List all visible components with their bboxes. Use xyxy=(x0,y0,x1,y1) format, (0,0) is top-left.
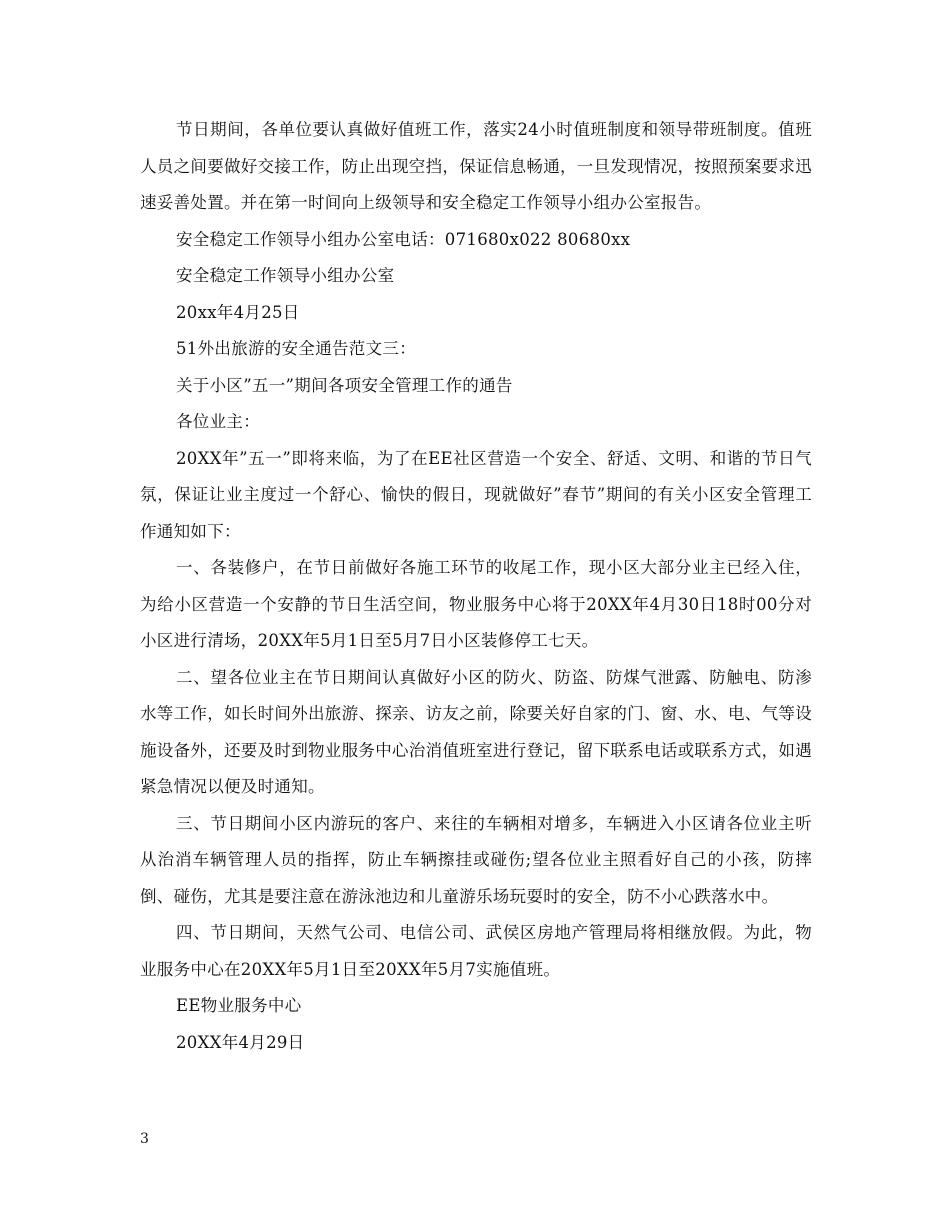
paragraph-date-1: 20xx年4月25日 xyxy=(176,302,300,322)
paragraph-intro: 20XX年”五一”即将来临，为了在EE社区营造一个安全、舒适、文明、和谐的节日气氛，保证让业主度过一个舒心、愉快的假日，现就做好”春节”期间的有关小区安全管理工作通知如下： xyxy=(140,448,812,541)
page-number: 3 xyxy=(140,1131,149,1147)
document-body xyxy=(140,112,812,1061)
paragraph-item-4: 四、节日期间，天然气公司、电信公司、武侯区房地产管理局将相继放假。为此，物业服务中心在20XX年5月1日至20XX年5月7实施值班。 xyxy=(140,923,812,979)
paragraph-signature: EE物业服务中心 xyxy=(176,996,302,1015)
paragraph-office-phone: 安全稳定工作领导小组办公室电话：071680x022 80680xx xyxy=(176,229,631,249)
paragraph-sample-heading: 51外出旅游的安全通告范文三： xyxy=(176,339,416,358)
paragraph-salutation: 各位业主： xyxy=(176,412,260,431)
paragraph-date-2: 20XX年4月29日 xyxy=(176,1032,305,1052)
paragraph-duty-arrangement: 节日期间，各单位要认真做好值班工作，落实24小时值班制度和领导带班制度。值班人员之间要做好交接工作，防止出现空挡，保证信息畅通，一旦发现情况，按照预案要求迅速妥善处置。并在第一时间向上级领导和安全稳定工作领导小组办公室报告。 xyxy=(140,120,812,212)
paragraph-item-3: 三、节日期间小区内游玩的客户、来往的车辆相对增多，车辆进入小区请各位业主听从治消车辆管理人员的指挥，防止车辆擦挂或碰伤;望各位业主照看好自己的小孩，防摔倒、碰伤，尤其是要注意在游泳池边和儿童游乐场玩耍时的安全，防不小心跌落水中。 xyxy=(140,813,812,906)
paragraph-item-1: 一、各装修户，在节日前做好各施工环节的收尾工作，现小区大部分业主已经入住，为给小区营造一个安静的节日生活空间，物业服务中心将于20XX年4月30日18时00分对小区进行清场，20XX年5月1日至5月7日小区装修停工七天。 xyxy=(140,558,812,650)
paragraph-office-signature: 安全稳定工作领导小组办公室 xyxy=(176,266,395,285)
paragraph-item-2: 二、望各位业主在节日期间认真做好小区的防火、防盗、防煤气泄露、防触电、防渗水等工作，如长时间外出旅游、探亲、访友之前，除要关好自家的门、窗、水、电、气等设施设备外，还要及时到物业服务中心治消值班室进行登记，留下联系电话或联系方式，如遇紧急情况以便及时通知。 xyxy=(140,667,812,796)
paragraph-notice-title: 关于小区”五一”期间各项安全管理工作的通告 xyxy=(176,375,513,395)
